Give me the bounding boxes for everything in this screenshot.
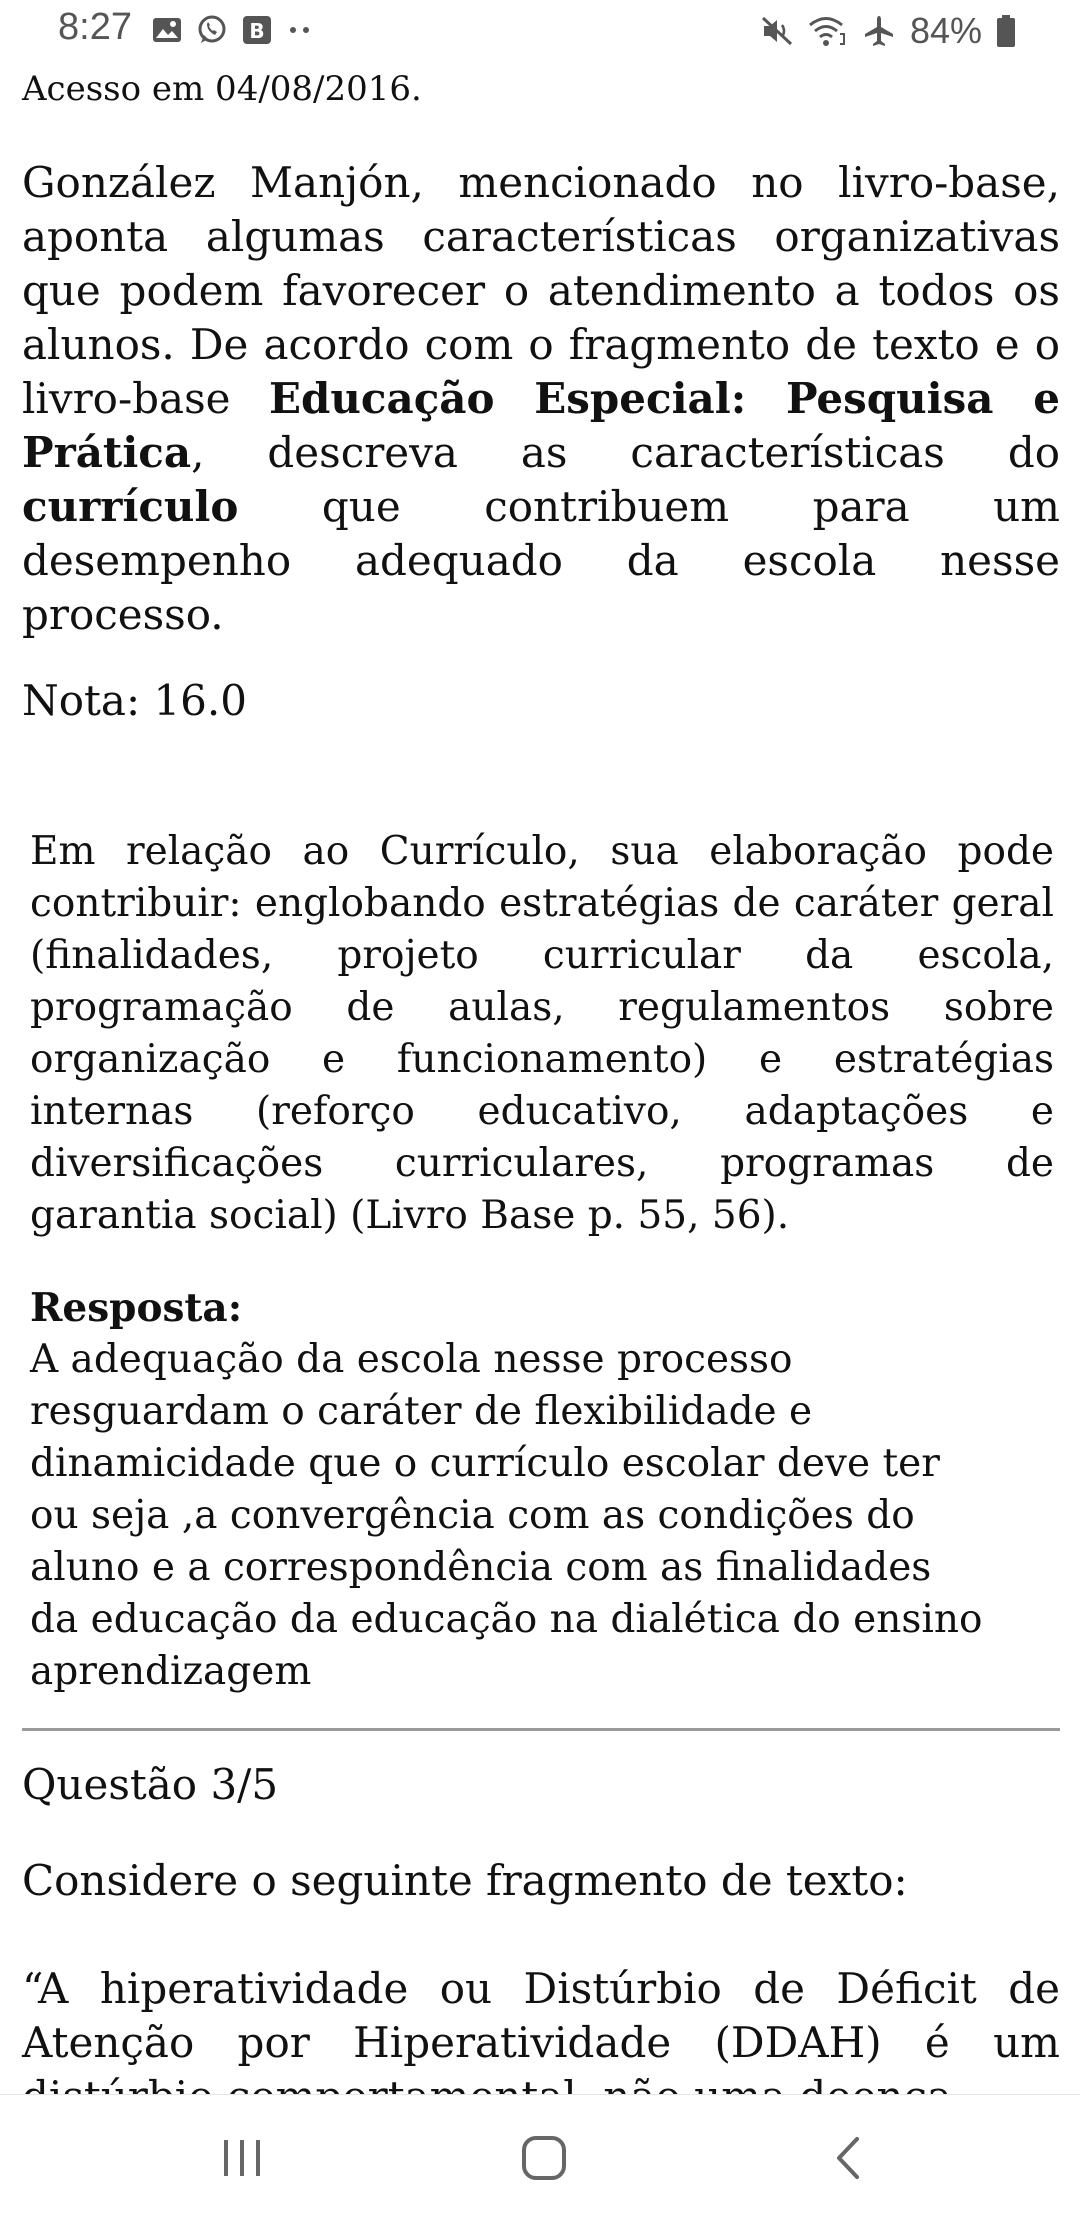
question-keyword: currículo [22, 482, 239, 531]
question-part-3: que contribuem para um desempenho adequado da escola nesse processo. [22, 482, 1060, 639]
mute-icon [760, 14, 794, 48]
question-part-2: , descreva as características do [191, 428, 1060, 477]
answer-line: resguardam o caráter de flexibilidade e [30, 1389, 813, 1434]
answer-text [30, 1334, 1060, 1698]
book-title: Educação Especial: Pesquisa e Prática [22, 374, 1060, 477]
question-number: Questão 3/5 [22, 1760, 279, 1809]
back-button[interactable] [768, 2095, 928, 2221]
answer-label: Resposta: [30, 1285, 243, 1331]
quote-text: “A hiperatividade ou Distúrbio de Déficit de Atenção por Hiperatividade (DDAH) é um [22, 1964, 1060, 2067]
question-intro: Considere o seguinte fragmento de texto: [22, 1856, 908, 1905]
recent-apps-button[interactable] [162, 2095, 322, 2221]
answer-line: aprendizagem [30, 1649, 312, 1694]
battery-percent: 84% [909, 10, 982, 51]
system-icons [760, 10, 1016, 52]
access-date: Acesso em 04/08/2016. [22, 69, 422, 109]
answer-line: dinamicidade que o currículo escolar deve ter [30, 1441, 940, 1486]
status-time: 8:27 [58, 6, 132, 48]
more-dots-icon [286, 25, 314, 35]
airplane-icon [862, 14, 896, 48]
grade: Nota: 16.0 [22, 676, 247, 725]
status-bar [0, 0, 1080, 66]
answer-line: da educação da educação na dialética do ensino [30, 1597, 983, 1642]
answer-line: aluno e a correspondência com as finalidades [30, 1545, 932, 1590]
whatsapp-icon [196, 14, 228, 46]
svg-text:B: B [249, 19, 265, 43]
gallery-icon [152, 17, 182, 43]
b-app-icon [242, 15, 272, 45]
answer-line: ou seja ,a convergência com as condições do [30, 1493, 915, 1538]
back-icon [833, 2135, 863, 2181]
page-content [0, 66, 1080, 2094]
navigation-bar [0, 2094, 1080, 2221]
question-text [22, 156, 1060, 642]
home-button[interactable] [464, 2095, 624, 2221]
feedback-text: Em relação ao Currículo, sua elaboração pode contribuir: englobando estratégias de caráter geral (finalidades, projeto curricular da escola, programação de aulas, regulamentos sobre organização e funcionamento) e estratégias internas (reforço educativo, adaptações e diversificações curriculares, programas de garantia social) (Livro Base p. 55, 56). [30, 829, 1054, 1238]
recent-apps-icon [220, 2138, 264, 2178]
battery-icon [996, 14, 1016, 48]
section-divider [22, 1728, 1060, 1731]
wifi-icon [808, 14, 848, 48]
notification-icons [152, 14, 314, 46]
question-part-1: González Manjón, mencionado no livro-base, aponta algumas características organizativas que podem favorecer o atendimento a todos os alunos. De acordo com o fragmento de texto e o livro-base [22, 158, 1060, 423]
answer-line: A adequação da escola nesse processo [30, 1337, 793, 1382]
home-icon [521, 2135, 567, 2181]
